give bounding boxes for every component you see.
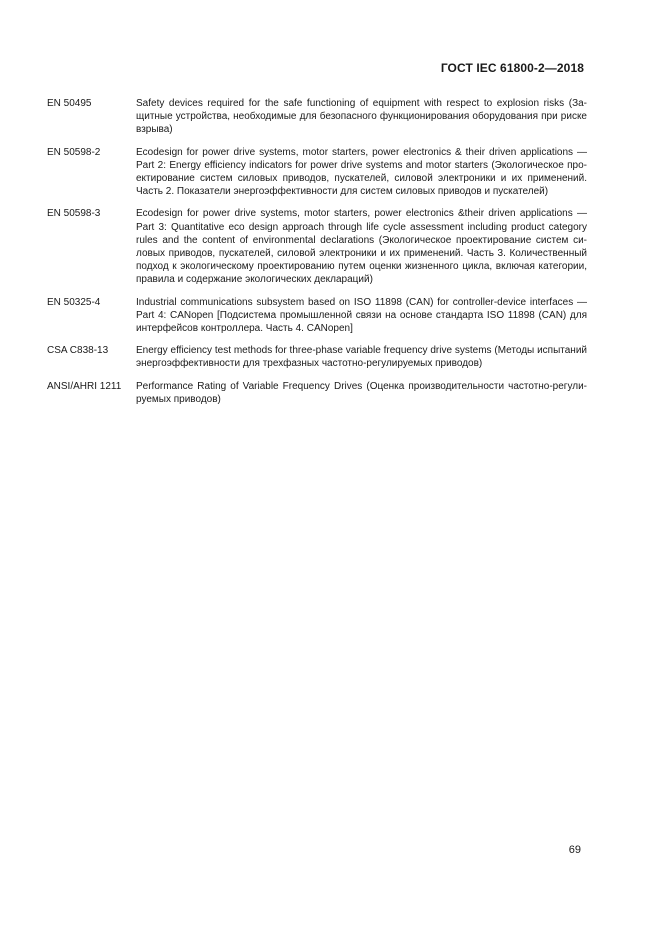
reference-row xyxy=(47,207,587,286)
reference-row xyxy=(47,97,587,137)
reference-title: Ecodesign for power drive systems, motor starters, power electronics &their driven applications — Part 3: Quantitative eco design approach through life cycle assessment including product category rules and the content of environmental declarations (Экологическое проектирование систем си-ловых приводов, пускателей, силовой электроники и их применений. Часть 3. Количественный подход к экологическому проектированию путем оценки жизненного цикла, включая категории, правила и содержание экологических деклараций) xyxy=(136,208,587,286)
reference-title: Safety devices required for the safe functioning of equipment with respect to explosion risks (За-щитные устройства, необходимые для безопасного функционирования оборудования при риске взрыва) xyxy=(136,98,587,136)
document-header-id: ГОСТ IEC 61800-2—2018 xyxy=(440,61,584,75)
reference-code: EN 50598-3 xyxy=(47,208,101,220)
reference-code: EN 50598-2 xyxy=(47,146,101,158)
reference-code: CSA C838-13 xyxy=(47,345,109,357)
reference-title: Performance Rating of Variable Frequency Drives (Оценка производительности частотно-регули-руемых приводов) xyxy=(136,380,587,405)
reference-title: Energy efficiency test methods for three-phase variable frequency drive systems (Методы испытаний энергоэффективности для трехфазных частотно-регулируемых приводов) xyxy=(136,345,587,370)
page-number: 69 xyxy=(568,844,581,856)
reference-title: Industrial communications subsystem based on ISO 11898 (CAN) for controller-device interfaces — Part 4: CANopen [Подсистема промышленной связи на основе стандарта ISO 11898 (CAN) для интерфейсов контроллера. Часть 4. CANopen] xyxy=(136,296,587,335)
reference-code: EN 50495 xyxy=(47,98,92,109)
reference-code: ANSI/AHRI 1211 xyxy=(47,380,122,392)
reference-row xyxy=(47,344,587,370)
reference-code: EN 50325-4 xyxy=(47,296,101,308)
reference-row xyxy=(47,146,587,199)
reference-title: Ecodesign for power drive systems, motor starters, power electronics & their driven applications — Part 2: Energy efficiency indicators for power drive systems and motor starters (Экологическое про-ектирование систем силовых приводов, пускателей, силовой электроники и их применений. Часть 2. Показатели энергоэффективности для систем силовых приводов и пускателей) xyxy=(136,146,587,198)
reference-row xyxy=(47,380,587,406)
reference-list xyxy=(47,97,587,415)
reference-row xyxy=(47,296,587,336)
